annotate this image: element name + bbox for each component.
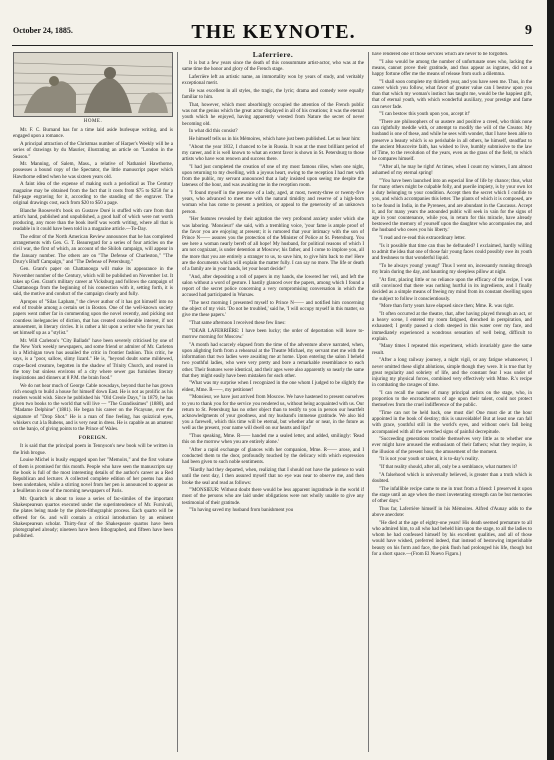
article-paragraph: "Is it possible that time can thus be defrauded? I exclaimed, hardly willing to admit the idea that one of those fair young faces could possibly owe its youth and freshness to that wonderful liquid. (372, 243, 532, 262)
article-paragraph: Thus far, Laferrière himself in his Mémoires. Alfred d'Aunay adds to the above anecdote: (372, 506, 532, 519)
article-paragraph: "I can recall the names of many principal artists on the stage, who, in proportion to the encroachments of age upon their talent, could not protect themselves from the cruel indifference of the public. (372, 390, 532, 409)
illustration (13, 52, 173, 117)
article-paragraph: "'I also would be among the number of unfortunate ones who, lacking the means, cannot prove their gratitude, and thus appear as ingrates, did not a happy fortune offer me the means of release from such a dilemma. (372, 59, 532, 78)
article-paragraph: "'I shall soon complete my thirtieth year, and you have seen me. Thus, in the career which you follow, what favor of greater value can I bestow upon you than that which my woman's instinct has taught me, would be the happiest gift, that of eternal youth, with which wonderful auxiliary, your prestige and fame can never fade. (372, 79, 532, 110)
article-paragraph: "'I can bestow this youth upon you, accept it!' (379, 112, 471, 118)
article-paragraph: "The next morning I presented myself to Prince N—— and notified him concerning the object of my visit. 'Do not be troubled,' said he, 'I will occupy myself in this matter, so give me these papers.' (182, 301, 364, 319)
article-paragraph: He was excellent in all styles, the tragic, the lyric; drama and comedy were equally familiar to him. (182, 89, 364, 101)
scan-border (547, 0, 554, 760)
article-paragraph: "'DEAR LAFERRIÈRE: I have been lucky; the order of deportation will leave to-morrow morning for Moscow.' (182, 328, 364, 341)
page-number: 9 (525, 23, 532, 38)
header-rule (12, 45, 533, 46)
right-column (372, 52, 532, 752)
news-item: Louise Michel is busily engaged upon her "Memoirs," and the first volume of them is promised for this month. People who have seen the manuscripts say the book is full of the most interesting details of the author's career as a Red Republican and lecturer. A collected complete edition of her poems has also been undertaken, while a stirring novel from her pen is announced to appear as a feuilleton in one of the morning newspapers of Paris. (13, 458, 173, 495)
news-item: A principal attraction of the Christmas number of Harper's Weekly will be a series of drawings by du Maurier, illustrating an article on "London in the Season." (13, 142, 173, 160)
left-news-items (13, 128, 173, 433)
news-item: A faint idea of the expense of making such a periodical as The Century magazine may be obtained from the fact that it costs from $75 to $250 for a full-page engraving for it, according to the standing of the engraver. The original drawings cost, each from $20 to $50 a page. (13, 182, 173, 206)
news-item: Mr. Manning, of Salem, Mass., a relative of Nathaniel Hawthorne, possesses a bound copy of the Spectator, the little manuscript paper which Hawthorne edited when he was sixteen years old. (13, 162, 173, 180)
news-item: Blanche Roosevelt's book on Gustave Doré is stuffed with care from that artist's hand, published and unpublished, a good half of which were not worth producing, any more than the book itself was worth writing, where all that is readable in it could have been told in a magazine article.—To-Day. (13, 208, 173, 233)
article-paragraph: "Many times I repeated this experiment, which invariably gave the same result. (372, 344, 532, 356)
article-paragraph: "'In having saved my husband from banishment you (189, 508, 294, 514)
article-paragraph: "What was my surprise when I recognized in the one whom I judged to be slightly the eldest, Mme. R——, my petitioner! (182, 381, 364, 393)
article-paragraph: "And, after depositing a roll of papers in my hands, she lowered her veil, and left the salon without a word of gesture. I hastily glanced over the papers, among which I found a report of the secret police concerning a very compromising conversation in which the accused had participated in Warsaw. (182, 274, 364, 299)
news-item: We do not hear much of George Cable nowadays, beyond that he has grown rich enough to build a house for himself down East. He is not as prolific as his readers would wish. Since he published his "Old Creole Days," in 1879, he has given two books to the world that will live — "The Grandissimes" (1880), and "Madame Delphine" (1881). He began his career on the Picayune, over the signature of "Drop Shot." He is a man of fine feeling, has quizzical eyes, whiskers cut à la Rubens, and is very neat in dress. He is capable as an amateur on the banjo, of giving points to the Prince of Wales. (13, 383, 173, 433)
article-paragraph: "That same afternoon I received these few lines: (189, 321, 286, 327)
article-paragraph: That, however, which most absorbingly occupied the attention of the French public was not the genius which the great actor displayed in all of his creations; it was the eternal youth which he enjoyed, having apparently wrested from Nature the secret of never becoming old. (182, 102, 364, 127)
section-heading-foreign: FOREIGN. (78, 436, 108, 442)
article-paragraph: "Her features revealed by their agitation the very profound anxiety under which she was laboring. 'Monsieur!' she said, with a trembling voice, 'your fame is ample proof of the favor you are enjoying at present; it is rumored that your intimacy with the son of Prince N—— assures you the protection of the Minister of Police at St. Petersburg. You see here a woman nearly bereft of all hope! My husband, for political reasons of which I am not cognizant, is under detention at Moscow; his father, and I come to implore you, all the more that you are entirely a stranger to us, to save him, to give him back to me! Here are the documents which will explain the matter fully. I can say no more. The life or death of a family are in your hands, let your heart decide!' (182, 217, 364, 272)
page-header (0, 0, 547, 60)
article-title: Laferriere. (252, 52, 294, 59)
article-paragraph: "'You have been launched into an especial line of life by chance; thus, what for many others might be culpable folly, and puerile impiety, is by your own lot a duty belonging to your condition. Accept then the secret which I confide to you, and which accompanies this letter. The plants of which it is composed, are to be found in India, in the Pyrenees, and are abundant in the Caucasus. Accept it, and for many years the astounded public will seek in vain for the signs of age in your countenance, while you, in return for this miracle, have already bestowed the memory of yourself upon the daughter who accompanies me, and the husband who owes you his liberty.' (372, 178, 532, 234)
article-paragraph: have rendered one of those services which are never to be forgotten. (372, 52, 509, 57)
article-paragraph: "It is not your youth or talent, it is to-day's reality. (379, 457, 479, 463)
news-item: The editor of the North American Review announces that he has completed arrangements with Gen. G. T. Beauregard for a series of four articles on the civil war, the first of which, an account of the Shiloh campaign, will appear in the January number. The others are on "The Defense of Charleston," "The Drury's Bluff Campaign," and "The Defense of Petersburg." (13, 234, 173, 265)
news-item: Mr. F. C. Burnand has for a time laid aside burlesque writing, and is engaged upon a romance. (13, 128, 173, 140)
news-item: Apropos of "Silas Lapham," the clever author of it has got himself into no end of trouble among a certain set in Boston. One of the well-known society papers went rather far in commenting upon the novel recently, and picking out countless inelegancies of diction, that has created considerable interest, if not amusement, in literary circles. It is rather a hit upon a writer who for years has set himself up as a "stylist." (13, 299, 173, 336)
news-item: Mr. Quaritch is about to issue a series of fac-similes of the important Shakespearean quartos executed under the superintendence of Mr. Furnivall, the plates being made by the photo-lithographic process. Each quarto will be offered for 6s. and will contain a critical introduction by an eminent Shakespearean scholar. Thirty-four of the Shakespeare quartos have been photographed already; nineteen have been lithographed, and fifteen have been published. (13, 497, 173, 540)
article-paragraph: "He died at the age of eighty-one years! His death seemed premature to all who admired him, to all who had beheld him upon the stage, to all the ladies to whom he had confessed himself by his excellent qualities, and all of those would have wished, preferred indeed, that instead of bestowing imperishable beauty on his form and face, the pink flush had prolonged his life, though but for a short space.—(From El Nuevo Figaro.) (372, 520, 532, 557)
illustration-drawing (14, 53, 172, 116)
article-paragraph: "I found myself in the presence of a lady, aged, at most, twenty-three or twenty-five years, who advanced to meet me with the natural timidity and reserve of a high-born woman who has come to present a petition, or appeal to the generosity of an unknown person. (182, 191, 364, 215)
illustration-caption: HOME. (83, 119, 103, 124)
article-paragraph: "If that reality should, after all, only be a semblance, what matters it? (379, 465, 518, 471)
left-column (13, 52, 173, 752)
article-paragraph: "Thus speaking, Mme. R—— handed me a sealed letter, and added, smilingly: 'Read this on the morrow when you are entirely alone.' (182, 434, 364, 446)
article-paragraph: "At first, placing little or no reliance upon the efficacy of the recipe, I was still convinced that there was nothing hurtful in its ingredients, and I finally decided as a simple means of freeing my mind from its constant dwelling upon the subject to follow it conscientiously. (372, 277, 532, 302)
news-item: Mr. Will Carleton's "City Ballads" have been severely criticised by one of the New York weekly newspapers, and some friend or admirer of Mr. Carleton in a Michigan town has assailed the critic in frontier fashion. This critic, he says, is a "poor, sallow, slimy lizard." He is, "beyond doubt some mildewed, crape-faced creature, begotten in the shadow of Trinity Church, and reared in the tony but sinless environs of a city where sewer gas furnishes literary inspirations and dinners at 8 P.M. the brain food." (13, 338, 173, 381)
article-paragraph: "Hardly had they departed, when, realizing that I should not have the patience to wait until the next day, I then assured myself that no eye was near to observe me, and then broke the seal and read as follows: (182, 468, 364, 486)
article-paragraph: Laferrière left an artistic name, an immortality won by years of study, and veritably exceptional merit. (182, 75, 364, 87)
article-paragraph: "I had just completed the creation of one of my most famous rôles, when one night, upon returning to my dwelling, with a joyous heart, owing to the reception I had met with from the public, my servant announced that a lady insisted upon seeing me despite the lateness of the hour, and was awaiting me in the reception room. (182, 164, 364, 189)
article-paragraph: "There are philosophers of so austere and positive a creed, who think none can rightfully meddle with, or attempt to modify the will of the Creator. My husband is one of these, and while he sees with wonder, that I have been able to preserve a beauty which is so perishable in all others, he himself, steadfast to the ancient Muscovite faith, has wished to live, humbly submissive to the law of Time, to the revolution of the years, even as the grass of the field, to which he compares himself. (372, 120, 532, 163)
article-paragraph: "To be always young! young!' Thus I went on, incessantly running through my brain during the day, and haunting my sleepless pillow at night. (372, 264, 532, 276)
article-paragraph: "About the year 1832, I chanced to be in Russia. It was at the most brilliant period of my career, and it is well known to what an extent favor is shown in St. Petersburg to those artists who have won renown and success there. (182, 144, 364, 163)
news-item: Gen. Grant's paper on Chattanooga will make its appearance in the November number of the Century, which will be published on November 1st. It takes up Gen. Grant's military career at Vicksburg and follows the campaign of Chattanooga from the beginning of his connection with it, setting forth, it is said, the motive and conduct of the campaign clearly and fully. (13, 267, 173, 298)
column-divider (177, 52, 178, 752)
article-paragraph: "More than forty years have elapsed since then; Mme. R. was right. (379, 304, 515, 310)
news-item: It is said that the principal poem in Tennyson's new book will be written in the Irish brogue. (13, 444, 173, 456)
article-paragraph: "After a long railway journey, a night vigil, or any fatigue whatsoever, I never omitted these slight ablutions, simple though they were. It is true that by great regularity and sobriety of life, and the constant fear I was under of injuring my physical forces, combined very effectively with Mme. R.'s recipe in combating the ravages of time. (372, 358, 532, 389)
masthead-title: THE KEYNOTE. (191, 21, 356, 43)
article-paragraph: In what did this consist? (189, 129, 238, 135)
article-paragraph: "A month had scarcely elapsed from the time of the adventure above narrated, when, upon alighting forth from a rehearsal at the Theatre Michael, my servant met me with the information that two ladies were awaiting me at home. Upon entering the salon I beheld two youthful ladies, who were very pretty and bore a remarkable resemblance to each other. Their features were identical, and their ages were also apparently so nearly the same that they might easily have been mistaken for each other. (182, 342, 364, 379)
article-paragraph: It is but a few years since the death of this consummate artist-actor, who was at the same time the honor and glory of the French stage. (182, 61, 364, 73)
article-paragraph: "'After all, he may be right! At times, when I count my winters, I am almost ashamed of my eternal spring! (372, 164, 532, 177)
article-paragraph: "'Monsieur, we have just arrived from Moscow. We have hastened to present ourselves to you to thank you for the service you rendered us, without being acquainted with us. Our return to St. Petersburg has no other object than to testify to you in person our heartfelt acknowledgments of your goodness, and my husband's immense gratitude. We also bid you a farewell, which this time will be eternal, but whether afar or near, in the future as well as the present, your name will dwell on our hearts and lips!' (182, 395, 364, 432)
foreign-news-items (13, 444, 173, 540)
article-paragraph: He himself tells us in his Mémoires, which have just been published. Let us hear him: (189, 136, 361, 142)
article-paragraph: "Succeeding generations trouble themselves very little as to whether one ever might have aroused the enthusiasm of their fathers; what they require, is the illusion of the present hour, the amusement of the moment. (372, 437, 532, 455)
article-paragraph: "It often occurred at the theatre, that, after having played through an act, or a heavy scene, I entered my room fatigued, drenched in perspiration, and exhausted; I gently passed a cloth steeped in this water over my face, and immediately experienced a wondrous sensation of well being, difficult to explain. (372, 311, 532, 342)
article-paragraph: "The infallible recipe came to me in trust from a friend: I preserved it upon the stage until an age when the most inveterating strength can be but memories of other days." (372, 486, 532, 505)
article-paragraph: "Time can not be held back, one must die! One must die at the hour appointed in the book of destiny; this is unavoidable! But at least one can fall with grace, youthful still in the world's eyes, and without one's fall being accompanied with all the wretched signs of painful decrepitude. (372, 410, 532, 435)
issue-date: October 24, 1885. (13, 26, 73, 35)
column-divider (368, 52, 369, 752)
article-paragraph: "I read and re-read this extraordinary letter. (379, 236, 466, 242)
middle-column (182, 52, 364, 752)
article-paragraph: "A falsehood which is universally believed, is greater than a truth which is doubted. (372, 472, 532, 484)
article-paragraph: "After a rapid exchange of glances with her companion, Mme. R—— arose, and I conducted them to the door, profoundly touched by the delicacy with which expression had been given to such noble sentiments. (182, 447, 364, 466)
article-paragraph: "'MONSIEUR: Without doubt there would be less apparent ingratitude in the world if most of the persons who are laid under obligations were not wholly unable to give any testimonial of their gratitude. (182, 488, 364, 506)
